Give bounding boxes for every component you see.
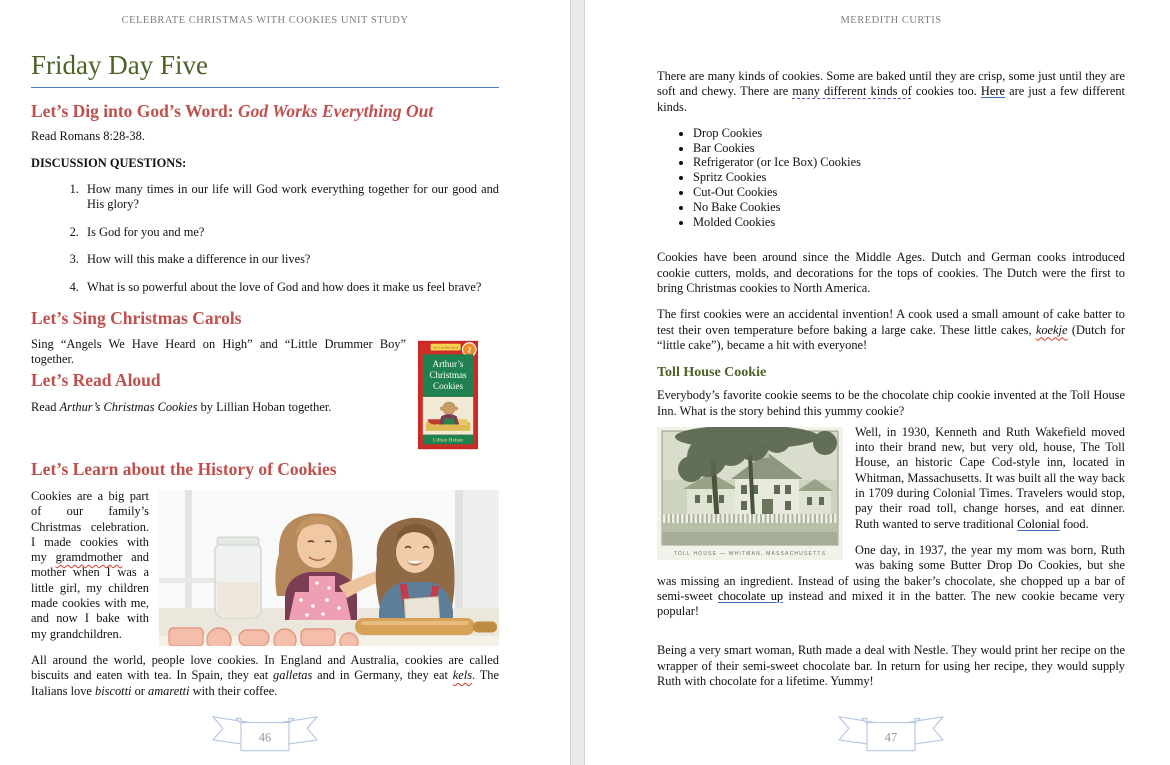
world-text: with their coffee. [189, 683, 278, 698]
page-number-banner [203, 712, 327, 758]
page-left [0, 0, 570, 765]
ribbon-banner [829, 712, 953, 758]
question-item: 1. How many times in our life will God work everything together for our good and His glory? [82, 182, 499, 213]
cover-title-line: Arthur’s [432, 359, 464, 370]
sing-paragraph: Sing “Angels We Have Heard on High” and “Little Drummer Boy” together. [31, 337, 406, 367]
cookie-type-item: • Drop Cookies [693, 126, 1125, 141]
kinds-paragraph [657, 69, 1125, 115]
foreign-word-italic: biscotti [95, 683, 132, 698]
misspelled-word: gramdmother [55, 550, 123, 565]
history-text: and mother when I was a little girl, my children made cookies with me, and now I bake with my grandchildren. [31, 550, 149, 641]
page-title: Friday Day Five [31, 50, 499, 88]
cookie-type-item: • Spritz Cookies [693, 170, 1125, 185]
heading-dig-into-gods-word [31, 101, 499, 122]
read-aloud-text: by Lillian Hoban together. [197, 399, 332, 414]
cover-title-line: Cookies [432, 381, 464, 392]
question-item: 3. How will this make a difference in our lives? [82, 252, 499, 267]
discussion-questions-label: DISCUSSION QUESTIONS: [31, 156, 187, 171]
kinds-text: cookies too. [911, 84, 981, 99]
one-day-text: One day, in 1937, the year my mom was born, Ruth was baking some Butter Drop Do Cookies, but she was missing an ingredient. Instead of using the baker’s chocolate, she chopped up a bar of semi-sweet [657, 542, 1125, 603]
accident-text: (Dutch for “little cake”), became a hit with everyone! [657, 322, 1125, 352]
read-romans-text: Read Romans 8:28-38. [31, 129, 145, 143]
heading-dig-italic: God Works Everything Out [237, 101, 434, 121]
cookie-type-item: • Cut-Out Cookies [693, 185, 1125, 200]
page-number: 46 [258, 730, 272, 745]
cover-author: Lillian Hoban [432, 437, 464, 444]
book-cover-art [418, 340, 478, 450]
page-number: 47 [884, 730, 898, 745]
cover-title-line: Christmas [429, 370, 467, 381]
accident-text: The first cookies were an accidental invention! A cook used a small amount of cake batter to test their oven temperature before baking a large cake. These little cakes, [657, 307, 1125, 337]
kinds-text: are just a few different kinds. [657, 84, 1125, 114]
running-head-right: MEREDITH CURTIS [840, 15, 942, 26]
foreign-word-italic: galletas [273, 668, 313, 683]
here-link[interactable]: Here [980, 84, 1005, 99]
world-text: All around the world, people love cookies. In England and Australia, cookies are called biscuits and eaten with tea. In Spain, they eat [31, 652, 499, 683]
colonial-link[interactable]: Colonial [1017, 516, 1060, 531]
nestle-paragraph: Being a very smart woman, Ruth made a deal with Nestle. They would print her recipe on the wrapper of their semi-sweet chocolate bar. In return for using her recipe, they would supply Ruth with chocolate for a lifetime. Yummy! [657, 643, 1125, 688]
question-item: 2. Is God for you and me? [82, 225, 499, 240]
one-day-text: instead and mixed it in the batter. The new cookie became very popular! [657, 588, 1125, 619]
wakefield-text: food. [1059, 516, 1089, 531]
level-badge-number: 2 [467, 345, 472, 355]
girls-baking-photo [159, 490, 499, 646]
misspelled-word: kels [452, 668, 473, 683]
discussion-questions-list [31, 182, 499, 296]
heading-read-aloud: Let’s Read Aloud [31, 369, 161, 390]
accidental-invention-paragraph [657, 307, 1125, 353]
read-aloud-text: Read [31, 399, 60, 414]
world-text: or [131, 683, 149, 698]
kinds-text: There are many kinds of cookies. Some are baked until they are crisp, some just until they are soft and chewy. There are [657, 69, 1125, 99]
page-right [585, 0, 1170, 765]
cookie-type-item: • Bar Cookies [693, 141, 1125, 156]
middle-ages-paragraph: Cookies have been around since the Middle Ages. Dutch and German cooks introduced cookie cutters, molds, and decorations for the tops of cookies. The Dutch were the first to bring Christmas cookies to North America. [657, 250, 1125, 296]
cookie-types-list [657, 126, 1125, 230]
world-text: and in Germany, they eat [312, 668, 453, 683]
heading-toll-house-cookie: Toll House Cookie [657, 365, 767, 381]
misspelled-word: koekje [1035, 322, 1068, 337]
grammar-flagged-phrase: many different kinds of [792, 84, 912, 99]
favorite-cookie-paragraph: Everybody’s favorite cookie seems to be the chocolate chip cookie invented at the Toll House Inn. What is the story behind this yummy cookie? [657, 388, 1125, 418]
foreign-word-italic: amaretti [148, 683, 190, 698]
heading-dig-prefix: Let’s Dig into God’s Word: [31, 101, 238, 121]
cookie-type-item: • Refrigerator (or Ice Box) Cookies [693, 155, 1125, 170]
book-title-italic: Arthur’s Christmas Cookies [59, 399, 198, 414]
question-item: 4. What is so powerful about the love of God and how does it make us feel brave? [82, 280, 499, 295]
heading-sing-carols: Let’s Sing Christmas Carols [31, 308, 242, 329]
toll-house-photo [657, 427, 843, 560]
series-banner-text: An I Can Read Book [433, 345, 459, 350]
toll-photo-caption: TOLL HOUSE — WHITMAN, MASSACHUSETTS [673, 550, 827, 557]
page-gutter [570, 0, 585, 765]
toll-house-art [657, 427, 843, 560]
ribbon-banner [203, 712, 327, 758]
cookie-type-item: • Molded Cookies [693, 215, 1125, 230]
cookie-type-item: • No Bake Cookies [693, 200, 1125, 215]
wakefield-text: Well, in 1930, Kenneth and Ruth Wakefield moved into their brand new, but very old, house, The Toll House, an historic Cape Cod-style inn, located in Whitman, Massachusetts. It was built all the way back in 1709 during Colonial Times. Travelers would stop, pay their road toll, change horses, and eat dinner. Ruth wanted to serve traditional [855, 424, 1125, 531]
history-text: Cookies are a big part of our family’s Christmas celebration. I made cookies with my [31, 488, 149, 565]
page-number-banner [829, 712, 953, 758]
running-head-left: CELEBRATE CHRISTMAS WITH COOKIES UNIT STUDY [121, 15, 409, 26]
book-cover-image [418, 340, 478, 450]
girls-baking-art [159, 490, 499, 646]
chocolate-up-link[interactable]: chocolate up [718, 588, 784, 603]
world-text: . The Italians love [31, 668, 499, 698]
world-cookies-paragraph [31, 653, 499, 699]
heading-history-of-cookies: Let’s Learn about the History of Cookies [31, 458, 337, 479]
